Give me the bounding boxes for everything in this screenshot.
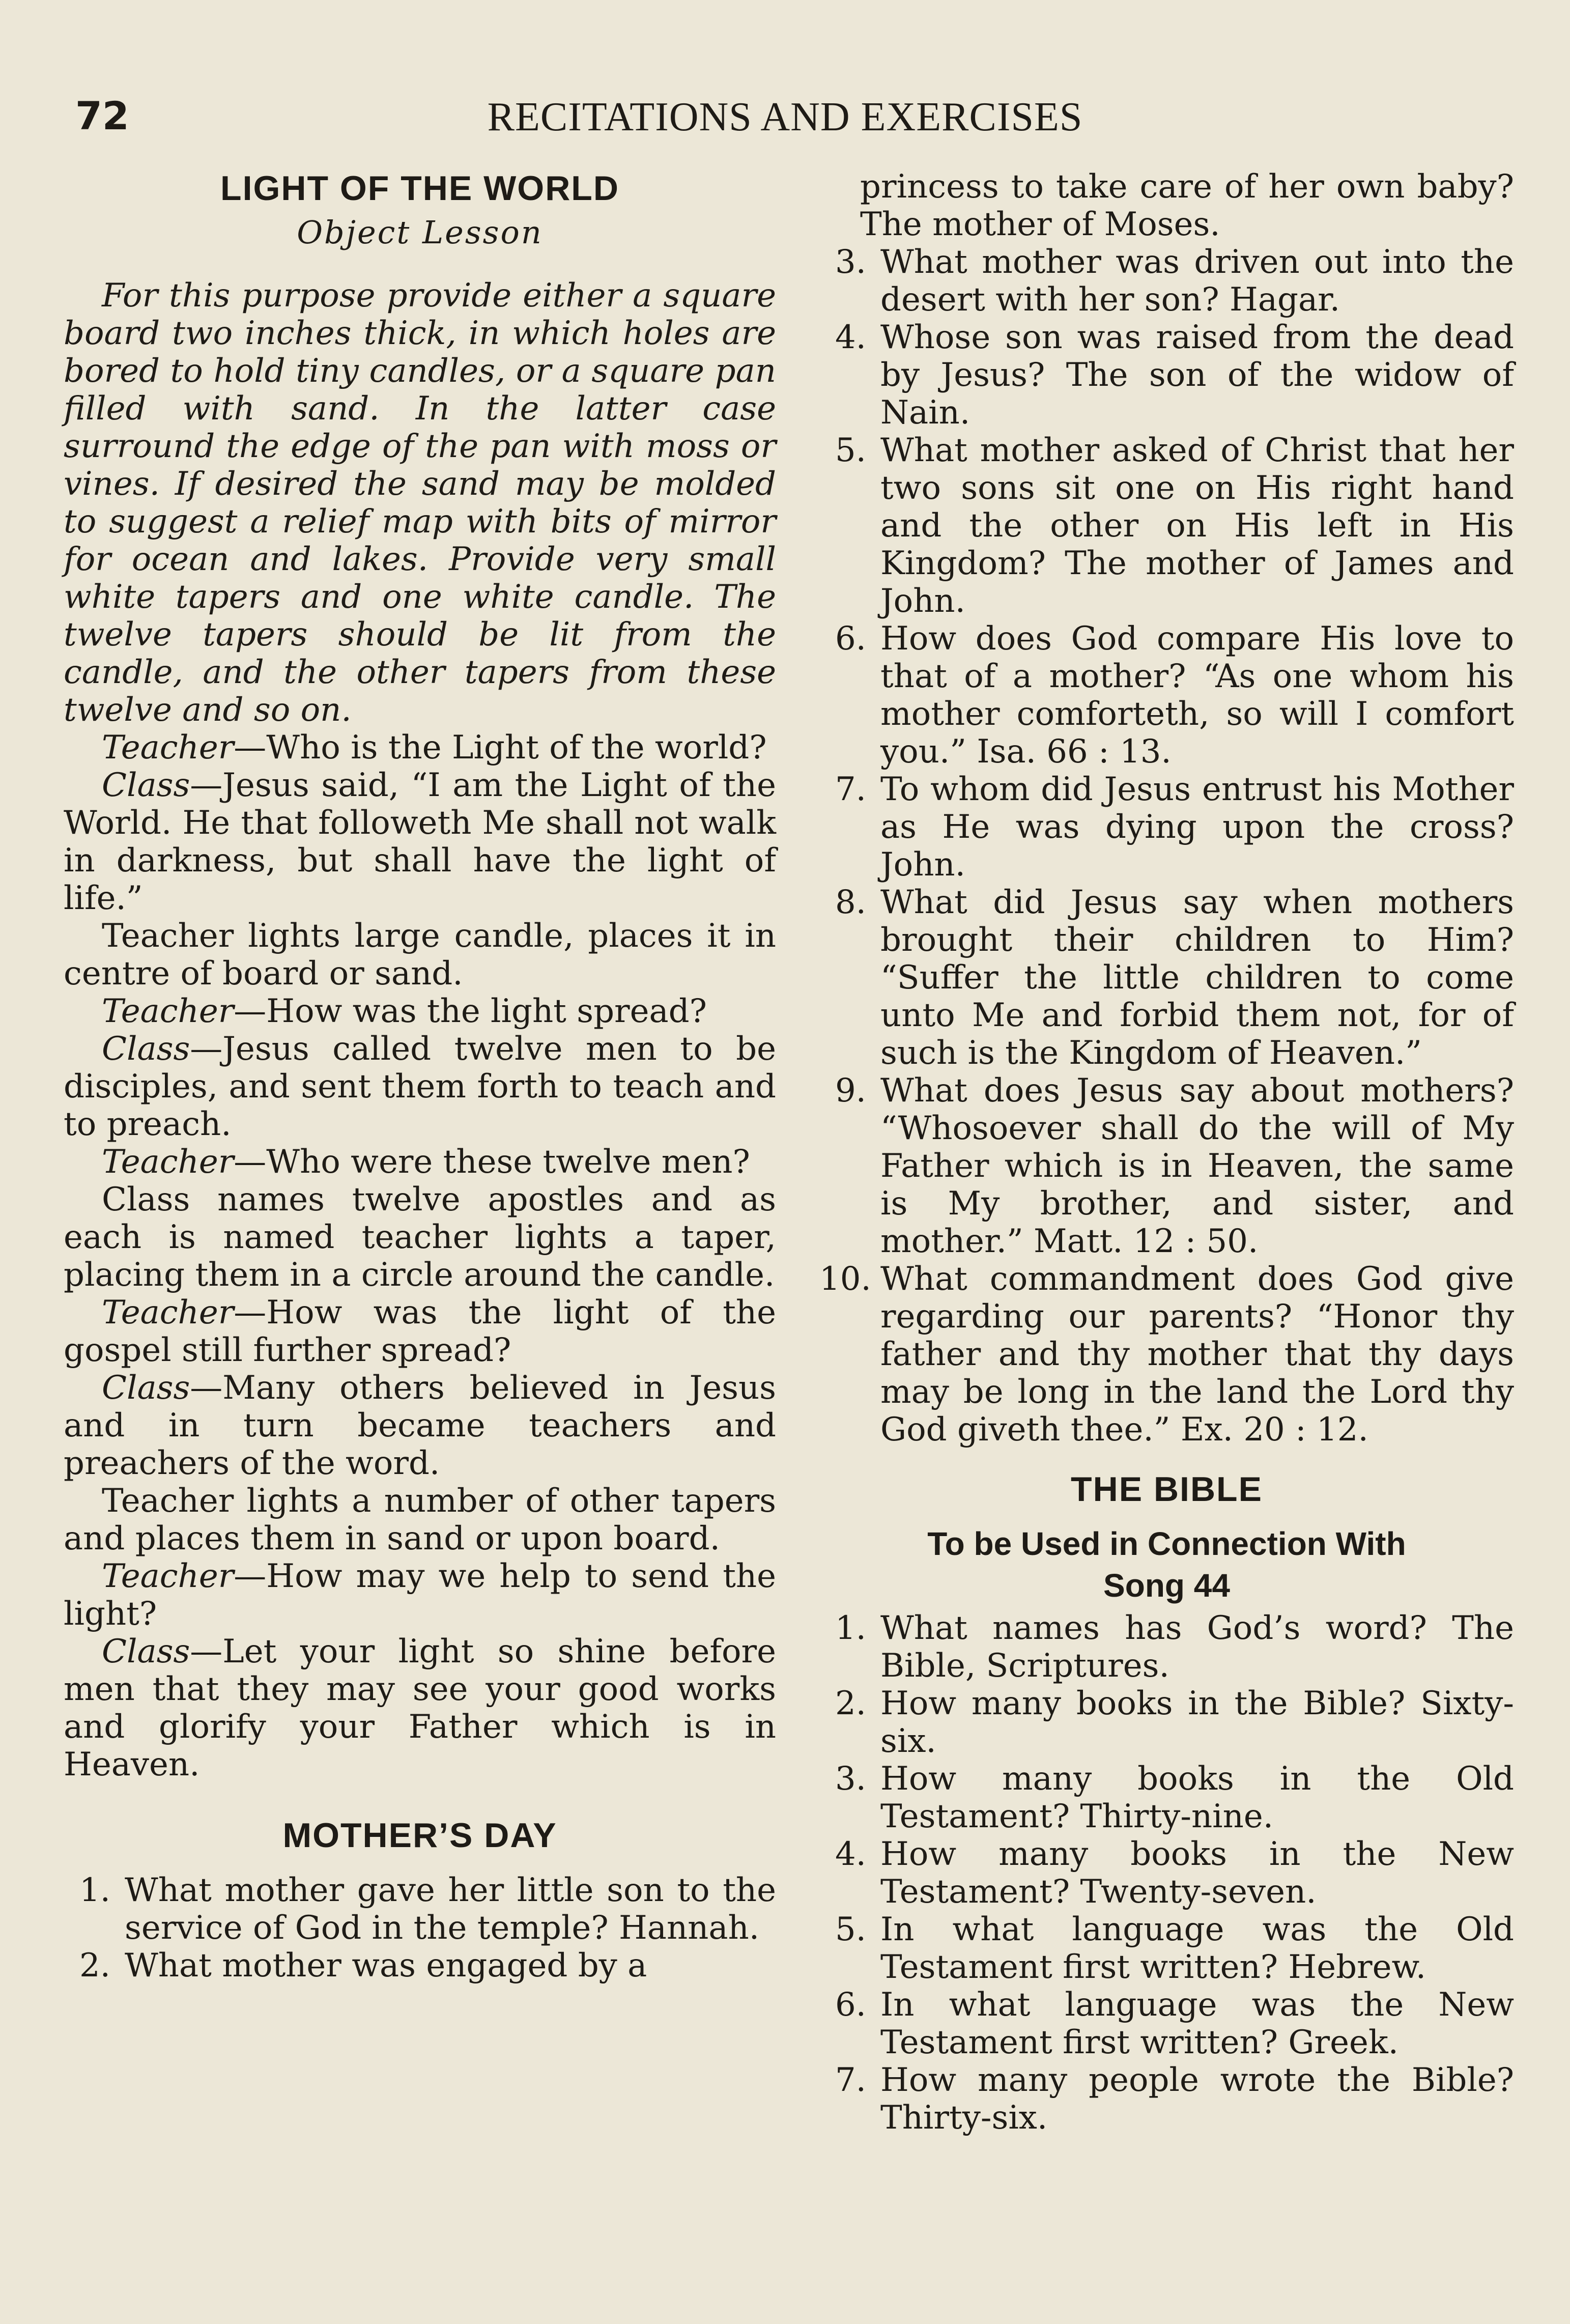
item-text: How many people wrote the Bible? Thirty-six. [880,2061,1514,2137]
item-text: What mother was driven out into the desert with her son? Hagar. [880,243,1514,319]
speaker: Teacher [102,1143,234,1181]
list-item [819,1911,1514,1986]
dialogue-text: —Jesus said, “I am the Light of the World. He that followeth Me shall not walk in darkness, but shall have the light of life.” [64,766,776,917]
list-item [819,2061,1514,2137]
list-item [64,1947,776,1985]
dialogue-text: —Many others believed in Jesus and in turn became teachers and preachers of the word. [64,1369,776,1482]
dialogue-line [64,1030,776,1143]
item-number: 7. [835,2061,866,2099]
bible-subtitle-line1: To be Used in Connection With [927,1525,1406,1562]
dialogue-text: —How may we help to send the light? [64,1557,776,1633]
dialogue-line [64,993,776,1030]
dialogue-text: —How was the light of the gospel still further spread? [64,1293,776,1369]
item-text: In what language was the New Testament first written? Greek. [880,1986,1514,2061]
dialogue-text: —Let your light so shine before men that they may see your good works and glorify your Father which is in Heaven. [64,1632,776,1783]
section-subtitle-object-lesson: Object Lesson [297,213,543,251]
bible-list [819,1609,1514,2137]
dialogue-line [64,729,776,767]
running-title: RECITATIONS AND EXERCISES [487,95,1083,139]
item-text: What mother asked of Christ that her two sons sit one on His right hand and the other on His left in His Kingdom? The mother of James and John. [880,432,1514,620]
right-column [819,168,1514,2137]
item-number: 2. [79,1947,110,1985]
item-text: How many books in the New Testament? Twenty-seven. [880,1835,1514,1911]
dialogue [64,729,776,1783]
item-number: 4. [835,1835,866,1873]
stage-direction: Teacher lights a number of other tapers and places them in sand or upon board. [64,1482,776,1557]
item-number: 4. [835,319,866,356]
list-item [64,1872,776,1947]
item-number: 10. [819,1260,871,1298]
dialogue-line [64,1557,776,1633]
list-item [819,319,1514,432]
item-text: Whose son was raised from the dead by Jesus? The son of the widow of Nain. [880,319,1514,432]
item-number: 9. [835,1072,866,1110]
list-item [819,771,1514,884]
item-number: 2. [835,1684,866,1722]
item-text: What names has God’s word? The Bible, Scriptures. [880,1609,1514,1685]
item-number: 1. [835,1609,866,1647]
list-item [819,432,1514,620]
item-number: 3. [835,243,866,281]
speaker: Class [102,766,190,804]
item-text: How many books in the Old Testament? Thirty-nine. [880,1760,1514,1835]
dialogue-line [64,1369,776,1482]
item-number: 6. [835,1986,866,2024]
left-column [64,168,776,1985]
item-text: How many books in the Bible? Sixty-six. [880,1684,1514,1760]
item-number: 7. [835,771,866,808]
list-item [819,884,1514,1072]
list-item [819,1986,1514,2061]
page-number: 72 [75,93,129,138]
list-item [819,1072,1514,1260]
speaker: Teacher [102,1557,234,1595]
item-text: How does God compare His love to that of a mother? “As one whom his mother comforteth, so will I comfort you.” Isa. 66 : 13. [880,620,1514,771]
intro-paragraph: For this purpose provide either a square board two inches thick, in which holes are bored to hold tiny candles, or a square pan filled with sand. In the latter case surround the edge of the pan with moss or vines. If desired the sand may be molded to suggest a relief map with bits of mirror for ocean and lakes. Provide very small white tapers and one white candle. The twelve tapers should be lit from the candle, and the other tapers from these twelve and so on. [64,276,776,729]
item-text: What commandment does God give regarding our parents? “Honor thy father and thy mother that thy days may be long in the land the Lord thy God giveth thee.” Ex. 20 : 12. [880,1260,1514,1449]
list-item [819,1760,1514,1835]
mothers-day-list [64,1872,776,1985]
speaker: Class [102,1030,190,1068]
section-title-mothers-day: MOTHER’S DAY [282,1816,557,1855]
item-number: 8. [835,884,866,921]
dialogue-text: —Who is the Light of the world? [234,728,767,767]
item-text: In what language was the Old Testament first written? Hebrew. [880,1910,1514,1986]
item-number: 5. [835,432,866,469]
dialogue-text: —Jesus called twelve men to be disciples, and sent them forth to teach and to preach. [64,1030,776,1143]
stage-direction: Teacher lights large candle, places it in centre of board or sand. [64,917,776,993]
dialogue-line [64,1294,776,1369]
item-number: 5. [835,1910,866,1948]
section-title-light-of-the-world: LIGHT OF THE WORLD [220,169,619,208]
item-number: 3. [835,1760,866,1798]
dialogue-line [64,767,776,917]
speaker: Teacher [102,728,234,767]
speaker: Teacher [102,1293,234,1331]
mothers-day-list-continued [819,243,1514,1449]
dialogue-text: —Who were these twelve men? [234,1143,750,1181]
dialogue-line [64,1633,776,1783]
list-item [819,1835,1514,1911]
list-item [819,1685,1514,1760]
dialogue-line [64,1143,776,1181]
list-item [819,1260,1514,1449]
item-text: To whom did Jesus entrust his Mother as He was dying upon the cross? John. [880,771,1514,884]
section-title-the-bible: THE BIBLE [1071,1470,1263,1509]
list-item [819,620,1514,771]
stage-direction: Class names twelve apostles and as each is named teacher lights a taper, placing them in a circle around the candle. [64,1180,776,1294]
list-item [819,243,1514,319]
item-text: What mother gave her little son to the service of God in the temple? Hannah. [125,1872,776,1947]
bible-subtitle-line2: Song 44 [1103,1567,1230,1604]
item-text: What does Jesus say about mothers? “Whosoever shall do the will of My Father which is in Heaven, the same is My brother, and sister, and mother.” Matt. 12 : 50. [880,1072,1514,1260]
item-text: What did Jesus say when mothers brought their children to Him? “Suffer the little children to come unto Me and forbid them not, for of such is the Kingdom of Heaven.” [880,884,1514,1072]
item-number: 1. [79,1872,110,1910]
item-number: 6. [835,620,866,658]
speaker: Class [102,1369,190,1407]
speaker: Class [102,1632,190,1670]
dialogue-text: —How was the light spread? [234,992,707,1030]
speaker: Teacher [102,992,234,1030]
item-text: What mother was engaged by a [125,1947,647,1985]
list-item-continuation: princess to take care of her own baby? The mother of Moses. [860,168,1514,243]
list-item [819,1609,1514,1685]
